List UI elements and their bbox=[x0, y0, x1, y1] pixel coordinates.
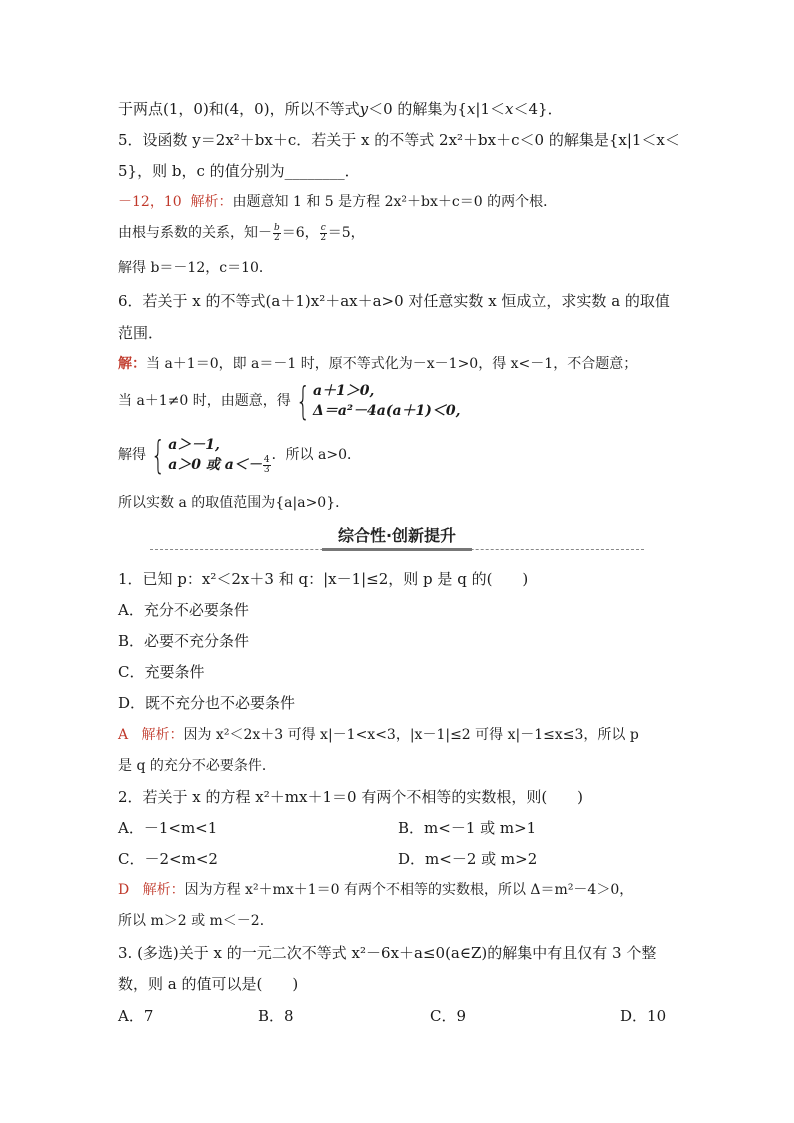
p1-answer-line bbox=[118, 724, 639, 746]
p2-option-c: C．－2<m<2 bbox=[118, 850, 218, 868]
text: ＜0 的解集为{ bbox=[368, 100, 467, 118]
system-brace-2: { a＞－1, a＞0 或 a＜－ $\frac{4}{3}$ bbox=[150, 433, 270, 477]
text: 于两点(1，0)和(4，0)，所以不等式 bbox=[118, 100, 360, 118]
q6-solution-line bbox=[118, 353, 637, 375]
denominator: 2 bbox=[320, 232, 327, 243]
q5-stem-line1: 5．设函数 y＝2x²＋bx＋c．若关于 x 的不等式 2x²＋bx＋c＜0 的解集是{x|1＜x＜ bbox=[118, 131, 680, 149]
q5-answer-line bbox=[118, 191, 557, 213]
numerator: 4 bbox=[263, 454, 270, 465]
numerator: c bbox=[320, 222, 326, 233]
analysis-label: 解析： bbox=[190, 194, 233, 210]
system-brace-1: { a＋1＞0, Δ＝a²－4a(a＋1)＜0, bbox=[295, 379, 461, 423]
p2-option-a: A．－1<m<1 bbox=[118, 819, 218, 837]
fraction-b-over-2 bbox=[273, 224, 281, 243]
p1-option-b: B．必要不充分条件 bbox=[118, 632, 250, 650]
system-row: a＋1＞0, bbox=[312, 383, 375, 399]
analysis-label: 解析： bbox=[141, 727, 184, 743]
var: x bbox=[505, 100, 514, 118]
q5-relation-line bbox=[118, 222, 365, 244]
text: 解得 bbox=[118, 447, 146, 463]
p3-option-d: D．10 bbox=[620, 1007, 667, 1025]
var: x bbox=[466, 100, 476, 118]
q5-stem-line2: 5}，则 b，c 的值分别为________． bbox=[118, 162, 360, 180]
analysis-label: 解析： bbox=[142, 882, 185, 898]
analysis-text: 因为方程 x²＋mx＋1＝0 有两个不相等的实数根，所以 Δ＝m²－4＞0， bbox=[184, 882, 634, 898]
p1-stem: 1．已知 p：x²＜2x＋3 和 q：|x－1|≤2，则 p 是 q 的( ) bbox=[118, 570, 529, 588]
p1-answer-line2: 是 q 的充分不必要条件． bbox=[118, 758, 276, 774]
p2-answer-line2: 所以 m＞2 或 m＜－2． bbox=[118, 913, 274, 929]
system-row: Δ＝a²－4a(a＋1)＜0, bbox=[312, 403, 461, 419]
text: ＜4}． bbox=[513, 100, 563, 118]
q6-stem-line1: 6．若关于 x 的不等式(a＋1)x²＋ax＋a>0 对任意实数 x 恒成立，求实数 a 的取值 bbox=[118, 292, 670, 310]
p2-option-d: D．m<－2 或 m>2 bbox=[398, 850, 538, 868]
var: y bbox=[359, 100, 369, 118]
p3-option-a: A．7 bbox=[118, 1007, 154, 1025]
p2-answer: D bbox=[118, 882, 130, 898]
continuation-line bbox=[118, 98, 563, 120]
p3-option-b: B．8 bbox=[258, 1007, 294, 1025]
denominator: 2 bbox=[274, 232, 280, 243]
section-banner bbox=[150, 522, 644, 552]
q6-stem-line2: 范围． bbox=[118, 324, 164, 342]
p2-option-b: B．m<－1 或 m>1 bbox=[398, 819, 537, 837]
q6-case2-line bbox=[118, 380, 461, 422]
p1-option-a: A．充分不必要条件 bbox=[118, 601, 249, 619]
q6-solve-line bbox=[118, 434, 361, 476]
p2-stem: 2．若关于 x 的方程 x²＋mx＋1＝0 有两个不相等的实数根，则( ) bbox=[118, 788, 584, 806]
q5-solve-line: 解得 b＝－12，c＝10． bbox=[118, 260, 273, 276]
system-row: a＞－1, bbox=[168, 437, 220, 453]
system-row: a＞0 或 a＜－ bbox=[168, 457, 262, 473]
text: |1＜ bbox=[475, 100, 506, 118]
fraction-c-over-2 bbox=[320, 224, 327, 243]
text: ．所以 a>0． bbox=[271, 447, 361, 463]
p1-answer: A bbox=[118, 727, 129, 743]
text: ＝6， bbox=[281, 225, 319, 241]
p1-option-d: D．既不充分也不必要条件 bbox=[118, 694, 296, 712]
p3-stem-line1: 3. (多选)关于 x 的一元二次不等式 x²－6x＋a≤0(a∈Z)的解集中有且仅有 3 个整 bbox=[118, 944, 657, 962]
q5-answer: －12，10 bbox=[118, 194, 182, 210]
q6-conclusion-line: 所以实数 a 的取值范围为{a|a>0}． bbox=[118, 495, 350, 511]
analysis-text: 由题意知 1 和 5 是方程 2x²＋bx＋c＝0 的两个根． bbox=[232, 194, 558, 210]
numerator: b bbox=[274, 222, 280, 233]
p2-answer-line bbox=[118, 879, 633, 901]
text: 由根与系数的关系，知－ bbox=[118, 225, 272, 241]
p1-option-c: C．充要条件 bbox=[118, 663, 205, 681]
analysis-text: 因为 x²＜2x＋3 可得 x|－1<x<3，|x－1|≤2 可得 x|－1≤x≤3，所以 p bbox=[183, 727, 639, 743]
denominator: 3 bbox=[263, 464, 270, 475]
p3-option-c: C．9 bbox=[430, 1007, 467, 1025]
p3-stem-line2: 数，则 a 的值可以是( ) bbox=[118, 975, 299, 993]
solution-text: 当 a＋1＝0，即 a＝－1 时，原不等式化为－x－1>0，得 x<－1，不合题意； bbox=[146, 356, 638, 372]
solution-label: 解： bbox=[118, 356, 146, 372]
fraction-4-over-3 bbox=[263, 456, 271, 475]
section-title: 综合性·创新提升 bbox=[322, 524, 472, 551]
text: 当 a＋1≠0 时，由题意，得 bbox=[118, 393, 291, 409]
text: ＝5， bbox=[327, 225, 365, 241]
